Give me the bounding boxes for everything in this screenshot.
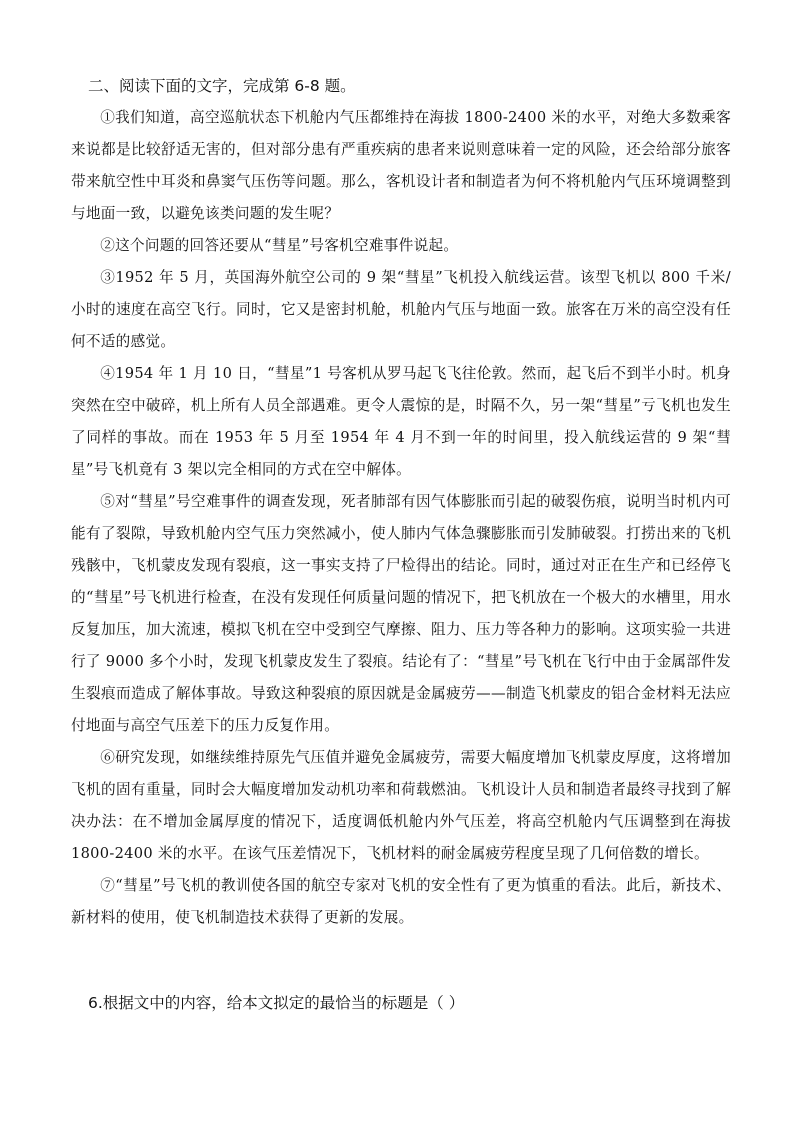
paragraph-1: ①我们知道，高空巡航状态下机舱内气压都维持在海拔 1800-2400 米的水平，对绝大多数乘客来说都是比较舒适无害的，但对部分患有严重疾病的患者来说则意味着一定的风险，还会给部分旅客带来航空性中耳炎和鼻窦气压伤等问题。那么，客机设计者和制造者为何不将机舱内气压环境调整到与地面一致，以避免该类问题的发生呢？ <box>71 109 731 222</box>
paragraph-7: ⑦“彗星”号飞机的教训使各国的航空专家对飞机的安全性有了更为慎重的看法。此后，新技术、新材料的使用，使飞机制造技术获得了更新的发展。 <box>71 877 731 926</box>
paragraph-5: ⑤对“彗星”号空难事件的调查发现，死者肺部有因气体膨胀而引起的破裂伤痕，说明当时机内可能有了裂隙，导致机舱内空气压力突然减小，使人肺内气体急骤膨胀而引发肺破裂。打捞出来的飞机残骸中，飞机蒙皮发现有裂痕，这一事实支持了尸检得出的结论。同时，通过对正在生产和已经停飞的“彗星”号飞机进行检查，在没有发现任何质量问题的情况下，把飞机放在一个极大的水槽里，用水反复加压，加大流速，模拟飞机在空中受到空气摩擦、阻力、压力等各种力的影响。这项实验一共进行了 9000 多个小时，发现飞机蒙皮发生了裂痕。结论有了：“彗星”号飞机在飞行中由于金属部件发生裂痕而造成了解体事故。导致这种裂痕的原因就是金属疲劳——制造飞机蒙皮的铝合金材料无法应付地面与高空气压差下的压力反复作用。 <box>71 493 731 734</box>
paragraph-6: ⑥研究发现，如继续维持原先气压值并避免金属疲劳，需要大幅度增加飞机蒙皮厚度，这将增加飞机的固有重量，同时会大幅度增加发动机功率和荷载燃油。飞机设计人员和制造者最终寻找到了解决办法：在不增加金属厚度的情况下，适度调低机舱内外气压差，将高空机舱内气压调整到在海拔 1800-2400 米的水平。在该气压差情况下，飞机材料的耐金属疲劳程度呈现了几何倍数的增长。 <box>71 749 731 862</box>
paragraph-3: ③1952 年 5 月，英国海外航空公司的 9 架“彗星”飞机投入航线运营。该型飞机以 800 千米/小时的速度在高空飞行。同时，它又是密封机舱，机舱内气压与地面一致。旅客在万米的高空没有任何不适的感觉。 <box>71 269 731 350</box>
section-title: 二、阅读下面的文字，完成第 6-8 题。 <box>88 77 356 95</box>
question-6: 6.根据文中的内容，给本文拟定的最恰当的标题是（ ） <box>88 994 465 1012</box>
paragraph-2: ②这个问题的回答还要从“彗星”号客机空难事件说起。 <box>100 237 459 254</box>
reading-passage <box>71 102 731 934</box>
paragraph-4: ④1954 年 1 月 10 日，“彗星”1 号客机从罗马起飞飞往伦敦。然而，起飞后不到半小时。机身突然在空中破碎，机上所有人员全部遇难。更令人震惊的是，时隔不久，另一架“彗星”亏飞机也发生了同样的事故。而在 1953 年 5 月至 1954 年 4 月不到一年的时间里，投入航线运营的 9 架“彗星”号飞机竟有 3 架以完全相同的方式在空中解体。 <box>71 365 731 478</box>
